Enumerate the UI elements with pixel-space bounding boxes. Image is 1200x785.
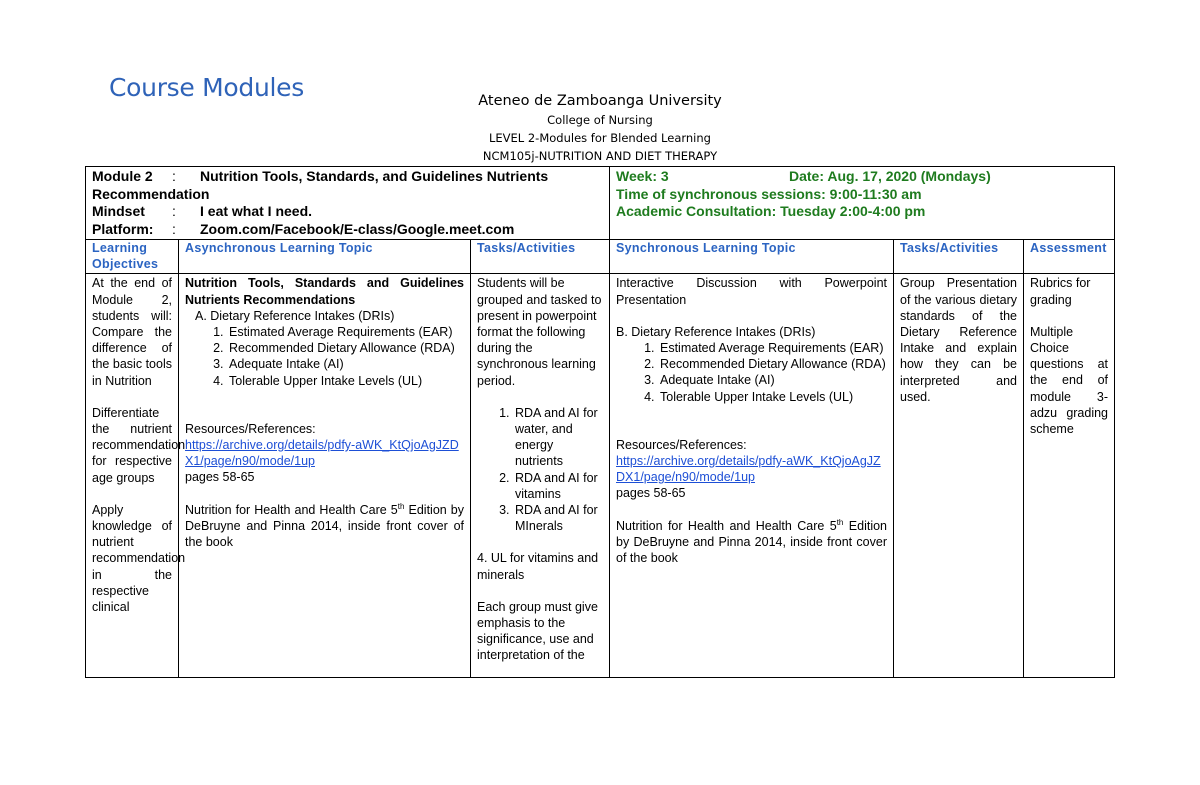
col-header-tasks: Tasks/Activities [471, 240, 610, 274]
sync-pages: pages 58-65 [616, 486, 686, 501]
sync-resources-label: Resources/References: [616, 437, 747, 452]
async-dri-item: 2. Recommended Dietary Allowance (RDA) [227, 340, 464, 356]
consultation-time: Academic Consultation: Tuesday 2:00-4:00 pm [616, 203, 926, 220]
platform-label: Platform: [92, 220, 154, 237]
task-item: 2. RDA and AI for vitamins [513, 470, 603, 502]
col-header-async-topic: Asynchronous Learning Topic [179, 240, 471, 274]
mindset-colon: : [172, 203, 176, 220]
column-header-row [86, 240, 1115, 274]
sync-book-reference: Nutrition for Health and Health Care 5th Edition by DeBruyne and Pinna 2014, inside front cover of the book [616, 517, 887, 566]
page-title: Course Modules [109, 73, 304, 102]
async-dri-item: 4. Tolerable Upper Intake Levels (UL) [227, 373, 464, 389]
module-table [85, 166, 1115, 678]
sync-dri-list [616, 340, 887, 405]
assessment-cell [1024, 274, 1115, 678]
objective-2: Differentiate the nutrient recommendation for respective age groups [92, 405, 186, 485]
sync-tasks-text: Group Presentation of the various dietary standards of the Dietary Reference Intake and explain how they can be interpreted and used. [900, 276, 1017, 404]
objectives-cell [86, 274, 186, 678]
sync-dri-item: 4. Tolerable Upper Intake Levels (UL) [658, 389, 887, 405]
tasks-cell [471, 274, 610, 678]
platform-value: Zoom.com/Facebook/E-class/Google.meet.com [200, 220, 515, 237]
async-topic-cell [179, 274, 471, 678]
module-info-row [86, 167, 1115, 240]
async-dri-item: 1. Estimated Average Requirements (EAR) [227, 324, 464, 340]
async-subheading: A. Dietary Reference Intakes (DRIs) [195, 308, 395, 323]
task-emphasis: Each group must give emphasis to the significance, use and interpretation of the [477, 599, 598, 663]
task-item: 1. RDA and AI for water, and energy nutrients [513, 405, 603, 470]
task-ul: 4. UL for vitamins and minerals [477, 551, 599, 582]
col-header-sync-tasks: Tasks/Activities [894, 240, 1024, 274]
objective-3: Apply knowledge of nutrient recommendation in the respective clinical [92, 502, 186, 615]
sync-time: Time of synchronous sessions: 9:00-11:30 am [616, 185, 922, 202]
college-name: College of Nursing [547, 113, 653, 127]
async-pages: pages 58-65 [185, 470, 255, 485]
col-header-assessment: Assessment [1024, 240, 1115, 274]
module-title: Nutrition Tools, Standards, and Guidelines Nutrients [200, 168, 549, 184]
objective-1: At the end of Module 2, students will: Compare the difference of the basic tools in Nutrition [92, 276, 172, 388]
async-dri-item: 3. Adequate Intake (AI) [227, 356, 464, 372]
assessment-rubrics: Rubrics for grading [1030, 276, 1091, 307]
university-name: Ateneo de Zamboanga University [478, 93, 722, 109]
mindset-value: I eat what I need. [200, 203, 313, 220]
sync-subheading: B. Dietary Reference Intakes (DRIs) [616, 324, 816, 339]
week-label: Week: 3 [616, 168, 669, 184]
col-header-objectives: Learning Objectives [86, 240, 179, 274]
sync-dri-item: 2. Recommended Dietary Allowance (RDA) [658, 356, 887, 372]
module-info-right [610, 167, 1115, 240]
module-info-left [86, 167, 610, 240]
module-title-cont: Recommendation [92, 185, 210, 202]
sync-dri-item: 1. Estimated Average Requirements (EAR) [658, 340, 887, 356]
mindset-label: Mindset [92, 203, 145, 220]
date-label: Date: Aug. 17, 2020 (Mondays) [789, 168, 991, 184]
task-item: 3. RDA and AI for MInerals [513, 502, 603, 534]
sync-intro: Interactive Discussion with Powerpoint Presentation [616, 276, 887, 307]
assessment-mcq: Multiple Choice questions at the end of module 3-adzu grading scheme [1030, 324, 1109, 436]
level-label: LEVEL 2-Modules for Blended Learning [489, 131, 711, 145]
content-row [86, 274, 1115, 678]
module-colon: : [172, 168, 176, 184]
tasks-intro: Students will be grouped and tasked to present in powerpoint format the following during the synchronous learning period. [477, 276, 602, 388]
col-header-sync-topic: Synchronous Learning Topic [610, 240, 894, 274]
tasks-list [477, 405, 603, 535]
sync-topic-cell [610, 274, 894, 678]
async-book-reference: Nutrition for Health and Health Care 5th Edition by DeBruyne and Pinna 2014, inside front cover of the book [185, 501, 464, 550]
async-reference-link[interactable]: https://archive.org/details/pdfy-aWK_KtQjoAgJZDX1/page/n90/mode/1up [185, 438, 459, 469]
platform-colon: : [172, 220, 176, 237]
async-resources-label: Resources/References: [185, 421, 316, 436]
sync-tasks-cell [894, 274, 1024, 678]
async-dri-list [185, 324, 464, 389]
module-label: Module 2 [92, 168, 153, 184]
async-heading: Nutrition Tools, Standards and Guidelines Nutrients Recommendations [185, 276, 464, 307]
sync-reference-link[interactable]: https://archive.org/details/pdfy-aWK_KtQjoAgJZDX1/page/n90/mode/1up [616, 454, 881, 485]
course-name: NCM105j-NUTRITION AND DIET THERAPY [482, 149, 718, 163]
sync-dri-item: 3. Adequate Intake (AI) [658, 372, 887, 388]
